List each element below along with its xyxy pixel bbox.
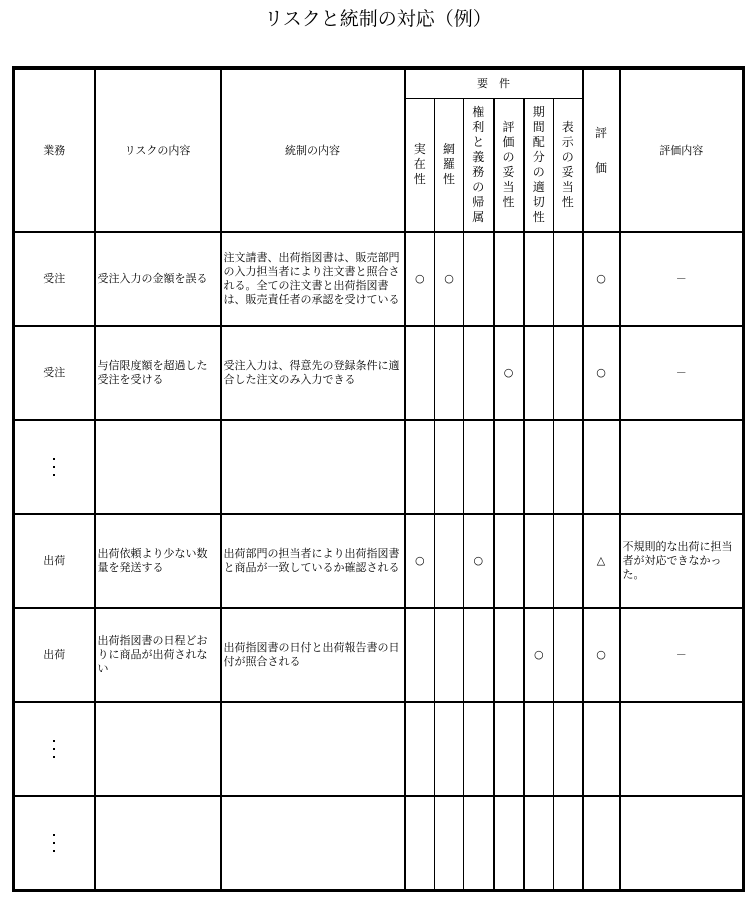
control-text: 出荷部門の担当者により出荷指図書と商品が一致しているか確認される [223, 547, 400, 574]
cell-evaluation: ○ [583, 232, 620, 326]
header-requirement-cutoff [524, 98, 554, 232]
cell-evaluation-detail [620, 326, 744, 420]
cell-requirement-rights [464, 608, 494, 702]
cell-requirement-rights [464, 702, 494, 796]
cell-requirement-valuation [494, 232, 524, 326]
header-requirement-presentation [554, 98, 583, 232]
table-row [14, 796, 744, 890]
cell-business: 出荷 [14, 514, 95, 608]
cell-requirement-cutoff: ○ [524, 608, 554, 702]
cell-requirement-completeness [435, 608, 464, 702]
risk-control-table [12, 66, 745, 892]
cell-business [14, 702, 95, 796]
cell-requirement-valuation: ○ [494, 326, 524, 420]
cell-requirement-valuation [494, 514, 524, 608]
cell-requirement-cutoff [524, 796, 554, 890]
evaluation-detail-text: － [675, 366, 687, 379]
cell-evaluation-detail [620, 420, 744, 514]
table-row [14, 232, 744, 326]
control-text: 出荷指図書の日付と出荷報告書の日付が照合される [223, 641, 400, 668]
header-risk: リスクの内容 [95, 68, 221, 232]
ellipsis-icon [15, 740, 94, 758]
cell-evaluation [583, 796, 620, 890]
header-evaluation: 評 価 [583, 68, 620, 232]
cell-requirement-valuation [494, 796, 524, 890]
cell-requirement-valuation [494, 702, 524, 796]
cell-evaluation [583, 420, 620, 514]
header-row-top [14, 68, 744, 98]
cell-requirement-valuation [494, 420, 524, 514]
cell-business [14, 420, 95, 514]
risk-text: 与信限度額を超過した受注を受ける [97, 359, 208, 386]
control-text: 注文請書、出荷指図書は、販売部門の入力担当者により注文書と照合される。全ての注文書と出荷指図書は、販売責任者の承認を受けている [223, 251, 400, 306]
cell-requirement-completeness [435, 702, 464, 796]
cell-risk [95, 232, 221, 326]
header-requirement-label: 評 価 の 妥 当 性 [502, 119, 515, 209]
header-requirement-label: 表 示 の 妥 当 性 [561, 119, 574, 209]
cell-control [221, 420, 405, 514]
cell-requirement-completeness [435, 796, 464, 890]
cell-risk [95, 420, 221, 514]
cell-evaluation-detail [620, 702, 744, 796]
evaluation-detail-text: 不規則的な出荷に担当者が対応できなかった。 [622, 540, 733, 581]
control-text: 受注入力は、得意先の登録条件に適合した注文のみ入力できる [223, 359, 400, 386]
cell-requirement-rights [464, 420, 494, 514]
cell-requirement-presentation [554, 326, 583, 420]
cell-requirement-rights [464, 326, 494, 420]
cell-requirement-existence [405, 702, 435, 796]
header-requirement-label: 期 間 配 分 の 適 切 性 [532, 104, 545, 224]
document-title: リスクと統制の対応（例） [264, 8, 492, 30]
cell-evaluation: ○ [583, 608, 620, 702]
cell-requirement-presentation [554, 608, 583, 702]
cell-requirement-completeness [435, 514, 464, 608]
table-row [14, 608, 744, 702]
cell-evaluation-detail [620, 514, 744, 608]
cell-requirement-cutoff [524, 326, 554, 420]
header-requirement-valuation [494, 98, 524, 232]
cell-requirement-existence: ○ [405, 232, 435, 326]
cell-requirement-existence [405, 796, 435, 890]
cell-evaluation-detail [620, 608, 744, 702]
cell-risk [95, 702, 221, 796]
cell-risk [95, 608, 221, 702]
cell-requirement-rights: ○ [464, 514, 494, 608]
ellipsis-icon [15, 834, 94, 852]
header-requirement-completeness [435, 98, 464, 232]
cell-requirement-existence: ○ [405, 514, 435, 608]
cell-requirement-completeness: ○ [435, 232, 464, 326]
header-requirements-group: 要 件 [405, 68, 583, 98]
cell-control [221, 702, 405, 796]
risk-text: 受注入力の金額を誤る [97, 272, 208, 285]
cell-requirement-presentation [554, 232, 583, 326]
table-row [14, 420, 744, 514]
header-requirement-label: 網 羅 性 [442, 142, 455, 187]
cell-requirement-presentation [554, 796, 583, 890]
cell-requirement-completeness [435, 420, 464, 514]
cell-business: 出荷 [14, 608, 95, 702]
cell-requirement-completeness [435, 326, 464, 420]
cell-requirement-valuation [494, 608, 524, 702]
cell-evaluation: △ [583, 514, 620, 608]
cell-risk [95, 796, 221, 890]
cell-control [221, 326, 405, 420]
table-row [14, 326, 744, 420]
cell-risk [95, 514, 221, 608]
cell-business [14, 796, 95, 890]
header-requirement-label: 実 在 性 [413, 142, 426, 187]
cell-requirement-presentation [554, 702, 583, 796]
header-control: 統制の内容 [221, 68, 405, 232]
cell-evaluation: ○ [583, 326, 620, 420]
header-evaluation-detail: 評価内容 [620, 68, 744, 232]
cell-evaluation-detail [620, 232, 744, 326]
header-requirement-existence [405, 98, 435, 232]
cell-requirement-rights [464, 232, 494, 326]
header-business: 業務 [14, 68, 95, 232]
cell-requirement-existence [405, 608, 435, 702]
cell-evaluation-detail [620, 796, 744, 890]
cell-evaluation [583, 702, 620, 796]
cell-control [221, 514, 405, 608]
cell-requirement-cutoff [524, 702, 554, 796]
cell-control [221, 232, 405, 326]
risk-text: 出荷依頼より少ない数量を発送する [97, 547, 208, 574]
evaluation-detail-text: － [675, 272, 687, 285]
cell-control [221, 608, 405, 702]
cell-requirement-existence [405, 420, 435, 514]
header-requirement-label: 権 利 と 義 務 の 帰 属 [472, 104, 485, 224]
cell-requirement-existence [405, 326, 435, 420]
table-row [14, 514, 744, 608]
cell-requirement-presentation [554, 514, 583, 608]
cell-business: 受注 [14, 326, 95, 420]
cell-requirement-cutoff [524, 232, 554, 326]
cell-control [221, 796, 405, 890]
cell-requirement-cutoff [524, 514, 554, 608]
cell-requirement-rights [464, 796, 494, 890]
cell-requirement-presentation [554, 420, 583, 514]
risk-text: 出荷指図書の日程どおりに商品が出荷されない [97, 634, 208, 675]
ellipsis-icon [15, 458, 94, 476]
cell-requirement-cutoff [524, 420, 554, 514]
cell-risk [95, 326, 221, 420]
table-row [14, 702, 744, 796]
header-requirement-rights [464, 98, 494, 232]
evaluation-detail-text: － [675, 648, 687, 661]
cell-business: 受注 [14, 232, 95, 326]
